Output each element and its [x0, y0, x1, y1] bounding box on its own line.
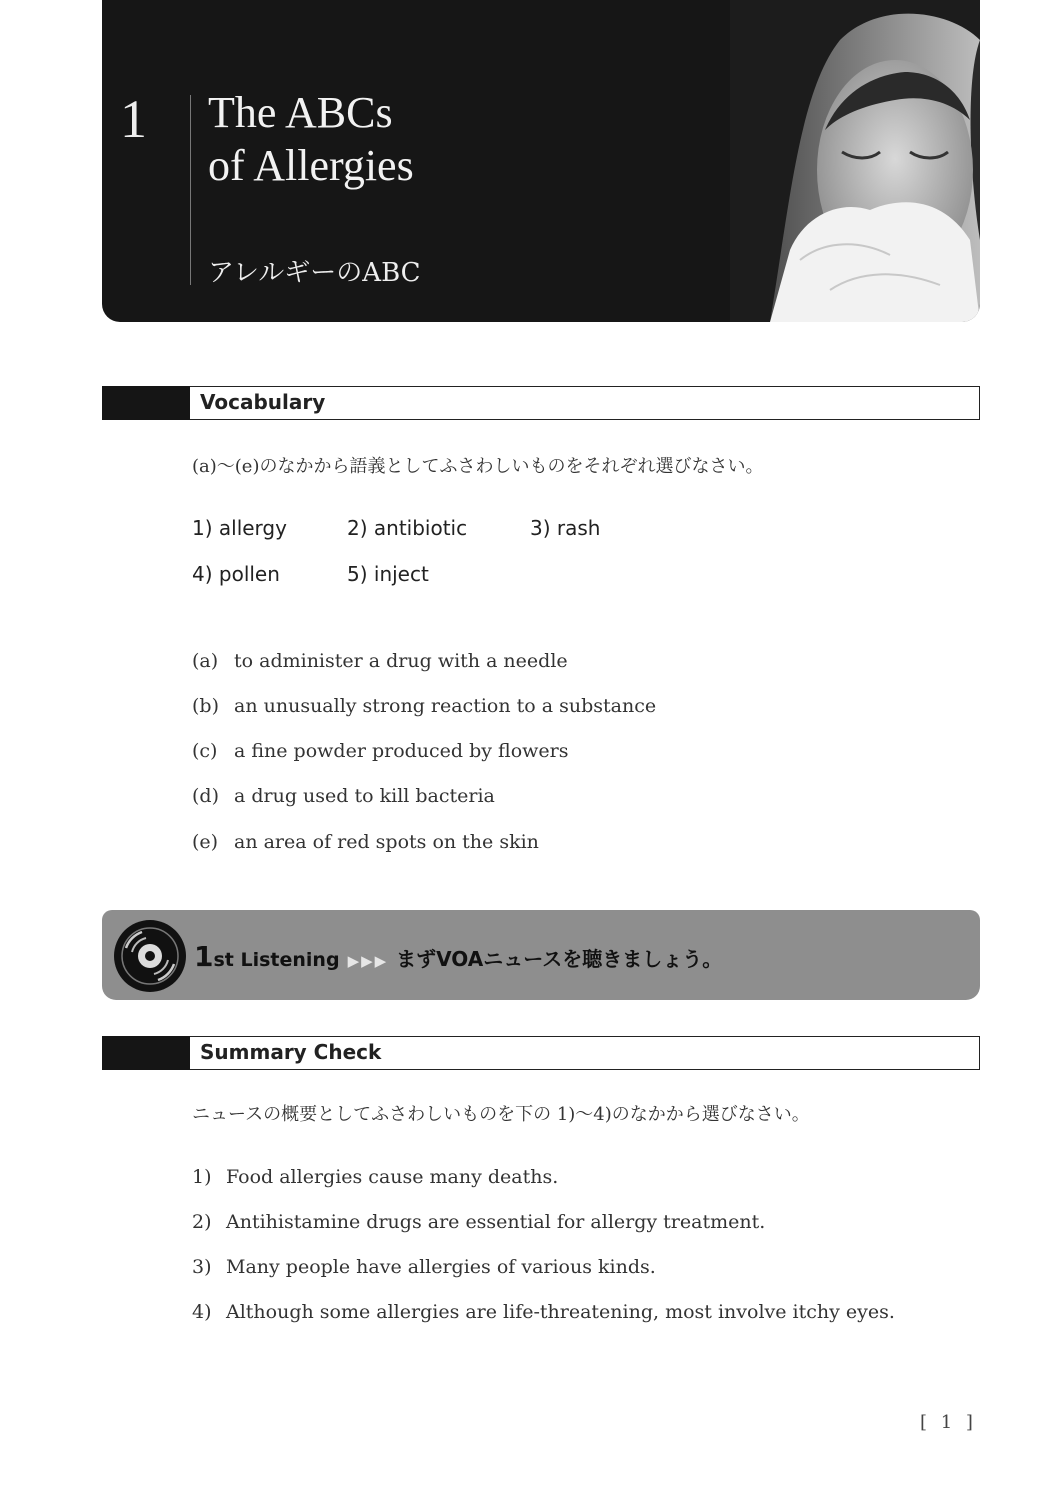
page-number: [ 1 ] [920, 1412, 977, 1433]
definition-item: (d) a drug used to kill bacteria [192, 785, 495, 807]
vocabulary-instruction: (a)～(e)のなかから語義としてふさわしいものをそれぞれ選びなさい。 [192, 456, 764, 477]
vocab-word: 1) allergy [192, 516, 287, 540]
vocabulary-section-header [102, 386, 980, 420]
listening-title: 1st Listening ▶▶▶ まずVOAニュースを聴きましょう。 [194, 940, 723, 973]
sneezing-woman-photo [730, 0, 980, 322]
summary-instruction: ニュースの概要としてふさわしいものを下の 1)～4)のなかから選びなさい。 [192, 1104, 810, 1125]
title-divider [190, 95, 191, 285]
summary-option: 2) Antihistamine drugs are essential for allergy treatment. [192, 1211, 766, 1233]
summary-section-header [102, 1036, 980, 1070]
summary-option: 1) Food allergies cause many deaths. [192, 1166, 559, 1188]
vocab-word: 2) antibiotic [347, 516, 468, 540]
arrow-icons: ▶▶▶ [347, 952, 389, 970]
cd-audio-icon [112, 918, 188, 994]
definition-item: (a) to administer a drug with a needle [192, 650, 568, 672]
vocab-word: 5) inject [347, 562, 429, 586]
chapter-title: The ABCs of Allergies [208, 88, 414, 190]
definition-item: (b) an unusually strong reaction to a substance [192, 695, 657, 717]
vocabulary-heading: Vocabulary [200, 390, 326, 414]
summary-heading: Summary Check [200, 1040, 382, 1064]
summary-option: 3) Many people have allergies of various kinds. [192, 1256, 656, 1278]
definition-item: (c) a fine powder produced by flowers [192, 740, 569, 762]
chapter-banner [102, 0, 980, 322]
vocab-word: 4) pollen [192, 562, 280, 586]
definition-item: (e) an area of red spots on the skin [192, 831, 539, 853]
chapter-number: 1 [120, 89, 147, 149]
summary-option: 4) Although some allergies are life-threatening, most involve itchy eyes. [192, 1301, 895, 1323]
chapter-title-japanese: アレルギーのABC [208, 258, 421, 288]
listening-banner [102, 910, 980, 1000]
vocab-word: 3) rash [530, 516, 601, 540]
